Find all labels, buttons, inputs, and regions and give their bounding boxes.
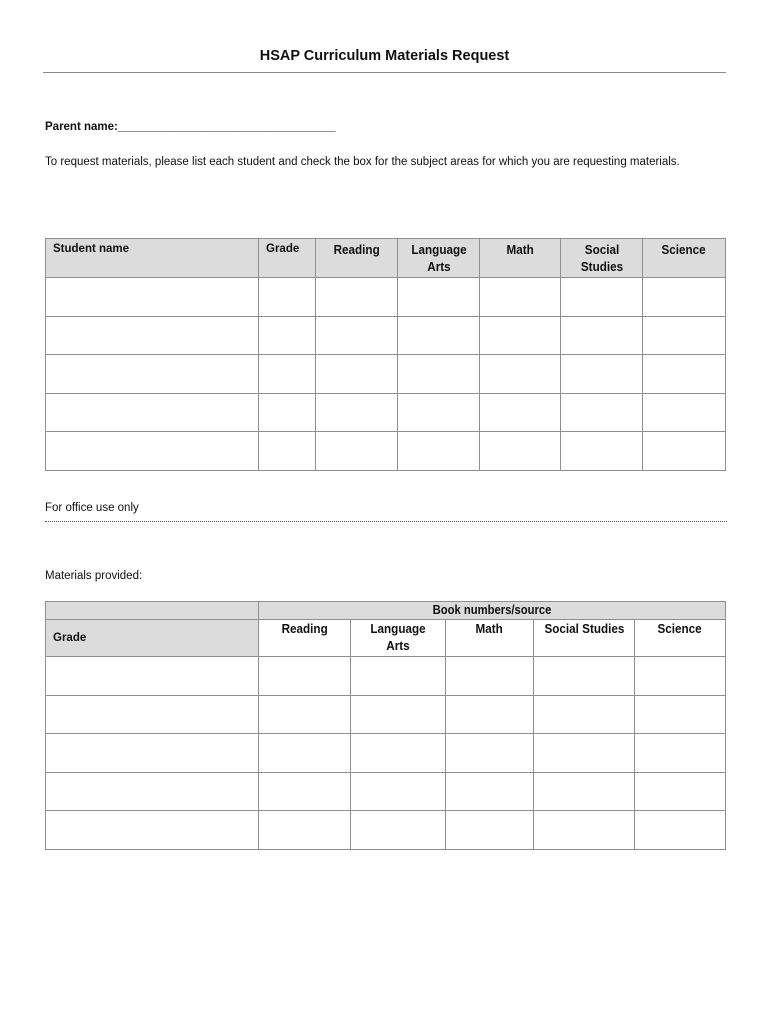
materials-header-science: Science (635, 620, 726, 657)
materials-table (45, 601, 726, 850)
table-cell[interactable] (46, 734, 259, 773)
table-cell[interactable] (46, 316, 259, 355)
table-cell[interactable] (259, 316, 316, 355)
table-row (46, 695, 726, 734)
table-cell[interactable] (46, 695, 259, 734)
page-title: HSAP Curriculum Materials Request (259, 48, 510, 64)
table-cell[interactable] (635, 811, 726, 850)
table-cell[interactable] (398, 432, 480, 471)
table-cell[interactable] (398, 278, 480, 317)
table-cell[interactable] (259, 811, 351, 850)
table-cell[interactable] (46, 657, 259, 696)
header-grade: Grade (259, 239, 316, 278)
group-header-book-numbers: Book numbers/source (259, 602, 726, 620)
request-table-header-row (46, 239, 726, 278)
table-cell[interactable] (259, 657, 351, 696)
title-divider (43, 72, 726, 73)
table-cell[interactable] (316, 278, 398, 317)
table-cell[interactable] (398, 393, 480, 432)
table-row (46, 316, 726, 355)
table-cell[interactable] (480, 432, 561, 471)
table-cell[interactable] (446, 657, 534, 696)
header-student-name: Student name (46, 239, 259, 278)
table-cell[interactable] (561, 278, 643, 317)
table-cell[interactable] (643, 316, 726, 355)
materials-header-reading: Reading (259, 620, 351, 657)
table-row (46, 811, 726, 850)
group-header-blank (46, 602, 259, 620)
table-cell[interactable] (534, 657, 635, 696)
header-language-arts: Language Arts (398, 239, 480, 278)
instructions-text: To request materials, please list each student and check the box for the subject areas for which you are requesting materials. (45, 156, 680, 168)
table-cell[interactable] (259, 772, 351, 811)
table-cell[interactable] (46, 432, 259, 471)
table-cell[interactable] (351, 657, 446, 696)
table-row (46, 432, 726, 471)
table-row (46, 734, 726, 773)
table-cell[interactable] (316, 355, 398, 394)
table-cell[interactable] (643, 355, 726, 394)
materials-header-math: Math (446, 620, 534, 657)
table-cell[interactable] (446, 772, 534, 811)
table-cell[interactable] (534, 695, 635, 734)
table-cell[interactable] (351, 772, 446, 811)
table-cell[interactable] (46, 811, 259, 850)
table-cell[interactable] (259, 695, 351, 734)
table-cell[interactable] (316, 393, 398, 432)
materials-table-header-row (46, 620, 726, 657)
office-use-divider (45, 521, 727, 522)
materials-header-social-studies: Social Studies (534, 620, 635, 657)
header-reading: Reading (316, 239, 398, 278)
materials-header-grade: Grade (46, 620, 259, 657)
table-cell[interactable] (561, 316, 643, 355)
table-row (46, 772, 726, 811)
table-cell[interactable] (480, 393, 561, 432)
office-use-label: For office use only (45, 502, 139, 514)
table-cell[interactable] (561, 355, 643, 394)
table-cell[interactable] (46, 355, 259, 394)
materials-provided-label: Materials provided: (45, 570, 143, 582)
header-science: Science (643, 239, 726, 278)
header-social-studies: Social Studies (561, 239, 643, 278)
table-row (46, 278, 726, 317)
table-cell[interactable] (316, 432, 398, 471)
table-cell[interactable] (635, 657, 726, 696)
table-cell[interactable] (46, 393, 259, 432)
table-cell[interactable] (46, 278, 259, 317)
table-cell[interactable] (398, 316, 480, 355)
table-row (46, 355, 726, 394)
table-cell[interactable] (446, 811, 534, 850)
table-cell[interactable] (635, 772, 726, 811)
table-row (46, 393, 726, 432)
materials-group-header-row (46, 602, 726, 620)
table-cell[interactable] (643, 393, 726, 432)
table-cell[interactable] (446, 695, 534, 734)
table-cell[interactable] (635, 734, 726, 773)
table-cell[interactable] (561, 393, 643, 432)
table-cell[interactable] (534, 772, 635, 811)
table-cell[interactable] (259, 355, 316, 394)
table-cell[interactable] (46, 772, 259, 811)
table-cell[interactable] (259, 432, 316, 471)
table-cell[interactable] (446, 734, 534, 773)
table-cell[interactable] (561, 432, 643, 471)
materials-header-language-arts: Language Arts (351, 620, 446, 657)
request-table (45, 238, 726, 471)
table-cell[interactable] (351, 734, 446, 773)
table-cell[interactable] (316, 316, 398, 355)
table-cell[interactable] (351, 811, 446, 850)
table-cell[interactable] (351, 695, 446, 734)
table-cell[interactable] (398, 355, 480, 394)
table-cell[interactable] (480, 316, 561, 355)
table-cell[interactable] (534, 811, 635, 850)
header-math: Math (480, 239, 561, 278)
table-cell[interactable] (259, 278, 316, 317)
table-cell[interactable] (259, 393, 316, 432)
table-cell[interactable] (534, 734, 635, 773)
table-cell[interactable] (480, 355, 561, 394)
table-cell[interactable] (480, 278, 561, 317)
table-row (46, 657, 726, 696)
table-cell[interactable] (259, 734, 351, 773)
table-cell[interactable] (643, 278, 726, 317)
table-cell[interactable] (635, 695, 726, 734)
table-cell[interactable] (643, 432, 726, 471)
parent-name-field[interactable]: Parent name:__________________________________ (45, 121, 336, 133)
